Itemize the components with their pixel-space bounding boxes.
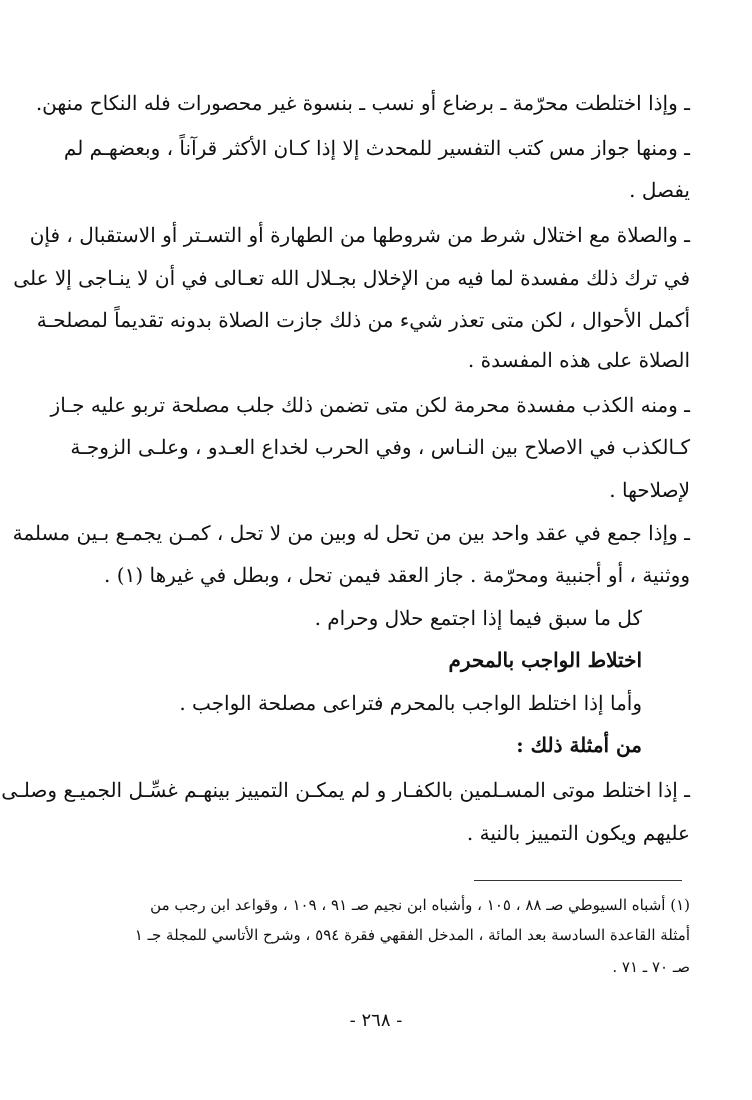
text-line: وأما إذا اختلط الواجب بالمحرم فتراعى مصلحة الواجب . <box>179 691 642 715</box>
footnote-divider <box>474 880 682 881</box>
text-line: ـ والصلاة مع اختلال شرط من شروطها من الطهارة أو التسـتر أو الاستقبال ، فإن <box>29 223 690 247</box>
footnote-line: أمثلة القاعدة السادسة بعد المائة ، المدخل الفقهي فقرة ٥٩٤ ، وشرح الأتاسي للمجلة جـ ١ <box>134 926 690 944</box>
text-line: ـ ومنها جواز مس كتب التفسير للمحدث إلا إذا كـان الأكثر قرآناً ، وبعضهـم لم <box>63 136 690 160</box>
footnote-line: صـ ٧٠ ـ ٧١ . <box>612 958 690 976</box>
text-line: أكمل الأحوال ، لكن متى تعذر شيء من ذلك جازت الصلاة بدونه تقديماً لمصلحـة <box>36 308 690 332</box>
section-heading: من أمثلة ذلك : <box>516 733 642 757</box>
text-line: كل ما سبق فيما إذا اجتمع حلال وحرام . <box>314 606 642 630</box>
text-line: الصلاة على هذه المفسدة . <box>467 348 690 372</box>
text-line: كـالكذب في الاصلاح بين النـاس ، وفي الحرب لخداع العـدو ، وعلـى الزوجـة <box>70 435 690 459</box>
text-line: يفصل . <box>629 178 690 202</box>
text-line: عليهم ويكون التمييز بالنية . <box>466 821 690 845</box>
text-line: لإصلاحها . <box>609 478 690 502</box>
text-line: ـ إذا اختلط موتى المسـلمين بالكفـار و لم يمكـن التمييز بينهـم غسِّـل الجميـع وصلـى <box>1 778 690 802</box>
text-line: ووثنية ، أو أجنبية ومحرّمة . جاز العقد فيمن تحل ، وبطل في غيرها (١) . <box>104 563 690 587</box>
text-line: في ترك ذلك مفسدة لما فيه من الإخلال بجـلال الله تعـالى في أن لا ينـاجى إلا على <box>13 266 690 290</box>
page-number: - ٢٦٨ - <box>349 1010 403 1031</box>
section-heading: اختلاط الواجب بالمحرم <box>448 648 642 672</box>
text-line: ـ وإذا اختلطت محرّمة ـ برضاع أو نسب ـ بنسوة غير محصورات فله النكاح منهن. <box>35 91 690 115</box>
text-line: ـ وإذا جمع في عقد واحد بين من تحل له وبين من لا تحل ، كمـن يجمـع بـين مسلمة <box>12 521 690 545</box>
footnote-line: (١) أشباه السيوطي صـ ٨٨ ، ١٠٥ ، وأشباه ابن نجيم صـ ٩١ ، ١٠٩ ، وقواعد ابن رجب من <box>150 896 690 914</box>
text-line: ـ ومنه الكذب مفسدة محرمة لكن متى تضمن ذلك جلب مصلحة تربو عليه جـاز <box>50 393 690 417</box>
